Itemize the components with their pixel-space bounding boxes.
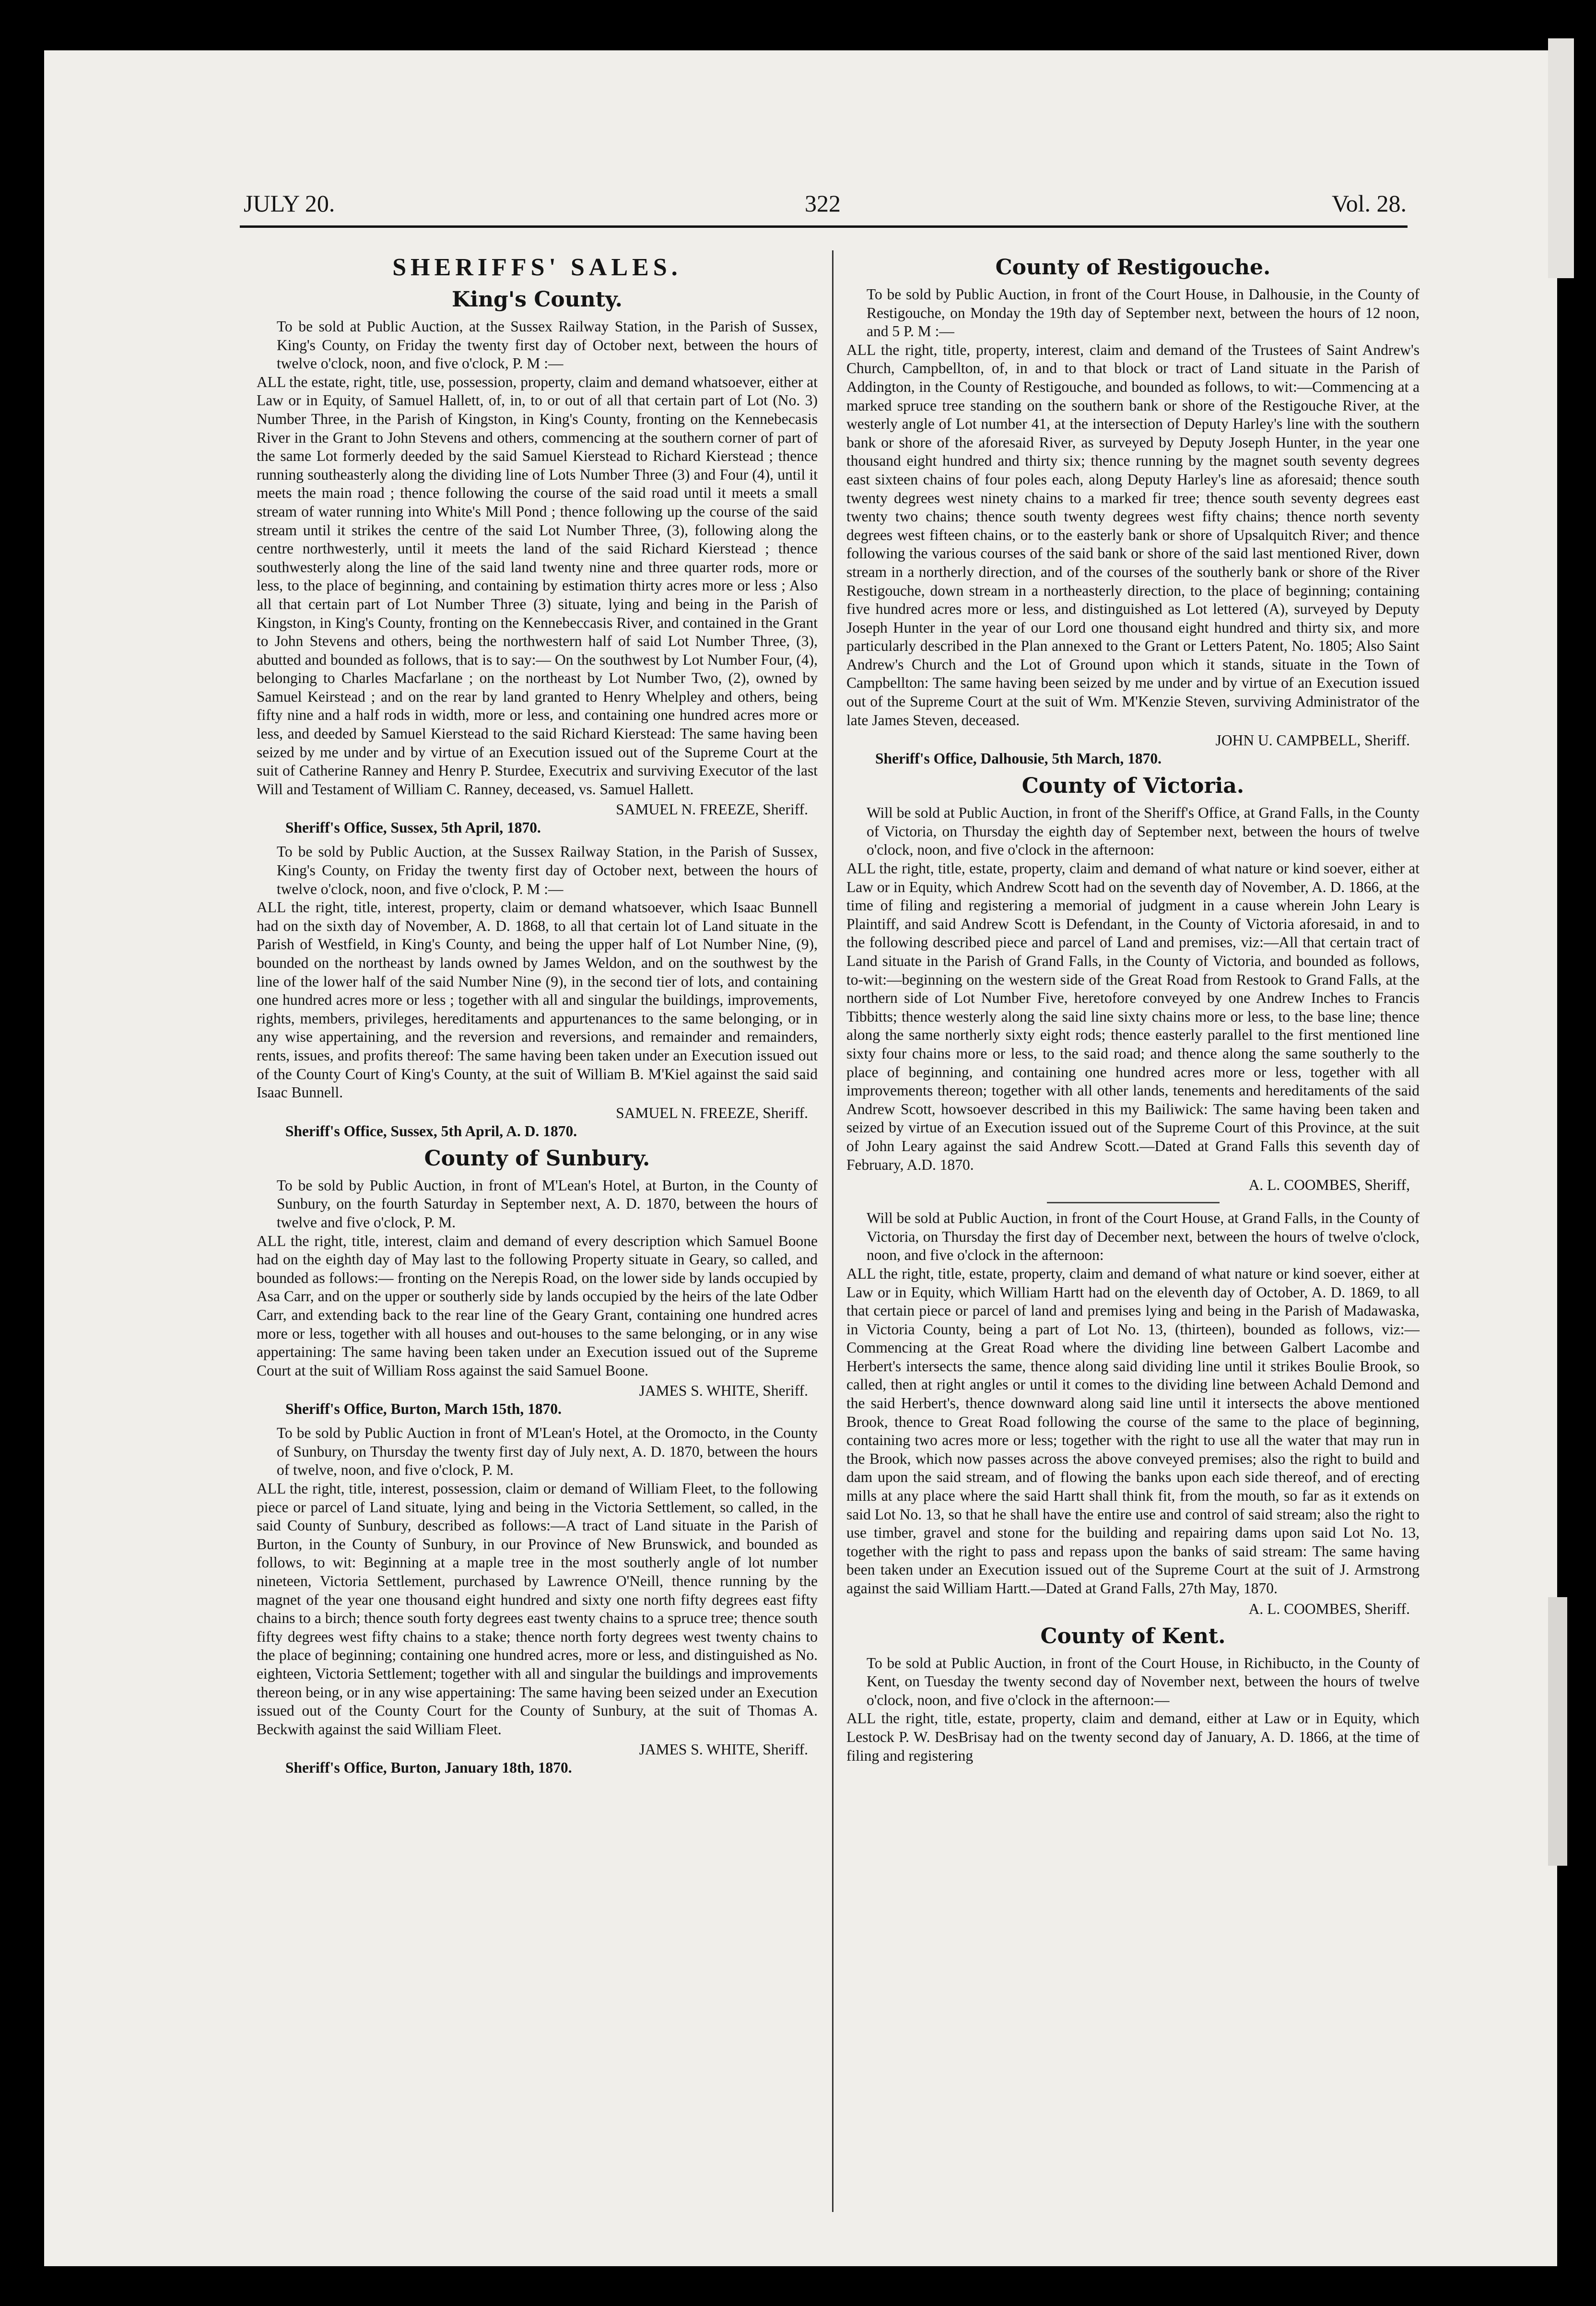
sheriff-signature: JOHN U. CAMPBELL, Sheriff. [1215, 732, 1410, 749]
header-rule [240, 225, 1408, 228]
sheriff-office-dateline: Sheriff's Office, Sussex, 5th April, 1870. [285, 819, 541, 836]
notice-intro: To be sold at Public Auction, at the Sussex Railway Station, in the Parish of Sussex, King's County, on Friday the twenty first day of October next, between the hours of twelve o'clock, noon, and five o'clock, P. M :— [277, 318, 818, 372]
right-column [846, 249, 1420, 1765]
notice-intro: To be sold by Public Auction, in front of M'Lean's Hotel, at Burton, in the County of Sunbury, on the fourth Saturday in September next, A. D. 1870, between the hours of twelve and five o'clock, P. M. [277, 1177, 818, 1231]
notice-body: ALL the right, title, estate, property, claim and demand of what nature or kind soever, either at Law or in Equity, which William Hartt had on the eleventh day of October, A. D. 1869, to all that certain piece or parcel of land and premises lying and being in the Parish of Madawaska, in Victoria County, being a part of Lot No. 13, (thirteen), bounded as follows, viz:—Commencing at the Great Road where the dividing line between Galbert Lacombe and Herbert's intersects the same, thence along said dividing line until it strikes Boulie Brook, so called, then at right angles or until it comes to the dividing line between Achald Demond and the said Herbert's, thence downward along said line until it intersects the above mentioned Brook, thence to Great Road following the course of the same to the place of beginning, containing two acres more or less; together with the right to use all the water that may run in the Brook, which now passes across the above conveyed premises; also the right to build and dam upon the said stream, and of flowing the banks upon each side thereof, and of erecting mills at any place where the said Hartt shall think fit, from the mouth, so far as it extends on said Lot No. 13, so that he shall have the entire use and control of said stream; also the right to use timber, gravel and stone for the building and repairing dams upon said Lot No. 13, together with the right to pass and repass upon the banks of said stream: The same having been taken under an Execution issued out of the Supreme Court at the suit of J. Armstrong against the said William Hartt.—Dated at Grand Falls, 27th May, 1870. [846, 1265, 1420, 1597]
sale-notice [257, 843, 818, 1102]
sheriff-signature: SAMUEL N. FREEZE, Sheriff. [616, 801, 808, 818]
column-rule [832, 250, 833, 2212]
notice-body: ALL the right, title, interest, claim and demand of every description which Samuel Boone had on the eighth day of May last to the following Property situate in Geary, so called, and bounded as follows:— fronting on the Nerepis Road, on the lower side by lands occupied by Asa Carr, and on the upper or southerly side by lands occupied by the heirs of the late Odber Carr, and extending back to the rear line of the Geary Grant, containing one hundred acres more or less, together with all houses and out-houses to the same belonging, or in any wise appertaining: The same having been taken under an Execution issued out of the Supreme Court at the suit of William Ross against the said Samuel Boone. [257, 1232, 818, 1379]
county-heading: King's County. [452, 287, 622, 312]
sheriff-signature: JAMES S. WHITE, Sheriff. [639, 1382, 808, 1400]
sheriff-signature: JAMES S. WHITE, Sheriff. [639, 1741, 808, 1758]
notice-body: ALL the estate, right, title, use, possession, property, claim and demand whatsoever, either at Law or in Equity, of Samuel Hallett, of, in, to or out of all that certain part of Lot (No. 3) Number Three, in the Parish of Kingston, in King's County, fronting on the Kennebecasis River in the Grant to John Stevens and others, commencing at the southern corner of part of the same Lot formerly deeded by the said Samuel Kierstead to Richard Kierstead ; thence running southeasterly along the dividing line of Lots Number Three (3) and Four (4), until it meets the main road ; thence following the course of the said road until it meets a small stream of water running into White's Mill Pond ; thence following up the course of the said stream until it strikes the centre of the said Lot Number Three, (3), following along the centre northwesterly, until it meets the land of the said Richard Kierstead ; thence southwesterly along the line of the said land twenty nine and three quarter rods, more or less, to the place of beginning, and containing by estimation thirty acres more or less ; Also all that certain part of Lot Number Three (3) situate, lying and being in the Parish of Kingston, in King's County, fronting on the Kennebeccasis River, and contained in the Grant to John Stevens and others, being the northwestern half of said Lot Number Three, (3), abutted and bounded as follows, that is to say:— On the southwest by Lot Number Four, (4), belonging to Charles Macfarlane ; on the northeast by Lot Number Two, (2), owned by Samuel Keirstead ; and on the rear by land granted to Henry Whelpley and others, being fifty nine and a half rods in width, more or less, and containing one hundred acres more or less, and deeded by Samuel Kierstead to the said Richard Kierstead: The same having been seized by me under and by virtue of an Execution issued out of the Supreme Court at the suit of Catherine Ranney and Henry P. Sturdee, Executrix and surviving Executor of the last Will and Testament of William C. Ranney, deceased, vs. Samuel Hallett. [257, 373, 818, 798]
page-edge-tab [1548, 1597, 1567, 1866]
sheriff-office-dateline: Sheriff's Office, Burton, March 15th, 1870. [285, 1400, 562, 1418]
sale-notice [846, 1654, 1420, 1765]
sale-notice [257, 1424, 818, 1739]
notice-intro: To be sold by Public Auction in front of M'Lean's Hotel, at the Oromocto, in the County of Sunbury, on Thursday the twenty first day of July next, A. D. 1870, between the hours of twelve, noon, and five o'clock, P. M. [277, 1424, 818, 1479]
sheriff-signature: A. L. COOMBES, Sheriff. [1248, 1600, 1410, 1617]
county-heading: County of Kent. [1040, 1624, 1226, 1648]
notice-body: ALL the right, title, interest, possession, claim or demand of William Fleet, to the following piece or parcel of Land situate, lying and being in the Victoria Settlement, so called, in the said County of Sunbury, described as follows:—A tract of Land situate in the Parish of Burton, in the County of Sunbury, in our Province of New Brunswick, and bounded as follows, to wit: Beginning at a maple tree in the most southerly angle of lot number nineteen, Victoria Settlement, purchased by Lawrence O'Neill, thence running by the magnet of the year one thousand eight hundred and sixty one north fifty degrees east fifty chains to a birch; thence south forty degrees east twenty chains to a spruce tree; thence south fifty degrees west fifty chains to a stake; thence north forty degrees west twenty chains to the place of beginning; containing one hundred acres, more or less, and distinguished as No. eighteen, Victoria Settlement; together with all and singular the buildings and improvements thereon being, or in any wise appertaining: The same having been seized under an Execution issued out of the County Court for the County of Sunbury, at the suit of Thomas A. Beckwith against the said William Fleet. [257, 1480, 818, 1738]
notice-intro: To be sold at Public Auction, in front of the Court House, in Richibucto, in the County of Kent, on Tuesday the twenty second day of November next, between the hours of twelve o'clock, noon, and five o'clock in the afternoon:— [867, 1654, 1420, 1708]
notice-body: ALL the right, title, estate, property, claim and demand, either at Law or in Equity, which Lestock P. W. DesBrisay had on the twenty second day of January, A. D. 1866, at the time of filing and registering [846, 1710, 1420, 1764]
page-number: 322 [805, 190, 841, 217]
sale-notice [257, 318, 818, 799]
notice-body: ALL the right, title, estate, property, claim and demand of what nature or kind soever, either at Law or in Equity, which Andrew Scott had on the seventh day of November, A. D. 1866, at the time of filing and registering a memorial of judgment in a cause wherein John Leary is Plaintiff, and said Andrew Scott is Defendant, in the County of Victoria aforesaid, in and to the following described piece and parcel of Land and premises, viz:—All that certain tract of Land situate in the Parish of Grand Falls, in the County of Victoria, and bounded as follows, to-wit:—beginning on the western side of the Great Road from Restook to Grand Falls, at the northern side of Lot Number Five, heretofore conveyed by one Andrew Inches to Francis Tibbitts; thence westerly along the said line sixty chains more or less, to the base line; thence along the same northerly sixty eight rods; thence easterly parallel to the first mentioned line sixty four chains more or less, to the said road; and thence along the same southerly to the place of beginning, and containing one hundred acres more or less, together with all improvements thereon; together with all other lands, tenements and hereditaments of the said Andrew Scott, howsoever described in this my Bailiwick: The same having been taken and seized by virtue of an Execution issued out of the Supreme Court of this Province, at the suit of John Leary against the said Andrew Scott.—Dated at Grand Falls this seventh day of February, A.D. 1870. [846, 860, 1420, 1173]
page-header [244, 189, 1407, 218]
sheriff-office-dateline: Sheriff's Office, Burton, January 18th, 1870. [285, 1759, 572, 1777]
issue-date: JULY 20. [244, 190, 335, 217]
volume-number: Vol. 28. [1331, 190, 1407, 217]
notice-intro: To be sold by Public Auction, at the Sussex Railway Station, in the Parish of Sussex, King's County, on Friday the twenty first day of October next, between the hours of twelve o'clock, noon, and five o'clock, P. M :— [277, 843, 818, 897]
page-edge-tab [1548, 38, 1574, 278]
sheriff-office-dateline: Sheriff's Office, Sussex, 5th April, A. D. 1870. [285, 1122, 577, 1140]
county-heading: County of Sunbury. [424, 1146, 650, 1171]
county-heading: County of Restigouche. [995, 255, 1271, 280]
notice-intro: Will be sold at Public Auction, in front of the Court House, at Grand Falls, in the County of Victoria, on Thursday the first day of December next, between the hours of twelve o'clock, noon, and five o'clock in the afternoon: [867, 1210, 1420, 1264]
sale-notice [846, 804, 1420, 1174]
sheriff-signature: SAMUEL N. FREEZE, Sheriff. [616, 1104, 808, 1121]
notice-body: ALL the right, title, interest, property, claim or demand whatsoever, which Isaac Bunnell had on the sixth day of November, A. D. 1868, to all that certain lot of Land situate in the Parish of Westfield, in King's County, and being the upper half of Lot Number Nine, (9), bounded on the northeast by lands owned by James Weldon, and on the southwest by the line of the lower half of the said Number Nine (9), in the second tier of lots, and containing one hundred acres more or less ; together with all and singular the buildings, improvements, rights, members, privileges, hereditaments and appurtenances to the same belonging, or in any wise appertaining, and the reversion and reversions, and remainder and remainders, rents, issues, and profits thereof: The same having been taken under an Execution issued out of the County Court of King's County, at the suit of William B. M'Kiel against the said said Isaac Bunnell. [257, 899, 818, 1101]
notice-separator [1047, 1202, 1220, 1203]
sheriff-signature: A. L. COOMBES, Sheriff, [1248, 1177, 1410, 1194]
county-heading: County of Victoria. [1021, 774, 1244, 799]
left-column [257, 249, 818, 1783]
notice-body: ALL the right, title, property, interest, claim and demand of the Trustees of Saint Andrew's Church, Campbellton, of, in and to that block or tract of Land situate in the Parish of Addington, in the County of Restigouche, and bounded as follows, to wit:—Commencing at a marked spruce tree standing on the southern bank or shore of the Restigouche River, at the westerly angle of Lot number 41, at the intersection of Deputy Harley's line with the southern bank or shore of the aforesaid River, as surveyed by Deputy Joseph Hunter, in the year one thousand eight hundred and thirty six; thence running by the magnet south seventy degrees east sixteen chains of four poles each, along Deputy Harley's line as aforesaid; thence south twenty degrees west ninety chains to a marked fir tree; thence south seventy degrees east twenty two chains; thence south twenty degrees west fifty chains; thence north seventy degrees west fifteen chains, or to the easterly bank or shore of Upsalquitch River; and thence following the various courses of the said bank or shore of the said last mentioned River, down stream in a northerly direction, and of the courses of the southerly bank or shore of the River Restigouche, down stream in a northeasterly direction, to the place of beginning; containing five hundred acres more or less, and distinguished as Lot lettered (A), surveyed by Deputy Joseph Hunter in the year of our Lord one thousand eight hundred and thirty six, and more particularly described in the Plan annexed to the Grant or Letters Patent, No. 1805; Also Saint Andrew's Church and the Lot of Ground upon which it stands, situate in the Town of Campbellton: The same having been seized by me under and by virtue of an Execution issued out of the Supreme Court at the suit of Wm. M'Kenzie Steven, surviving Administrator of the late James Steven, deceased. [846, 341, 1420, 729]
sale-notice [257, 1177, 818, 1380]
section-title: SHERIFFS' SALES. [392, 254, 682, 281]
sale-notice [846, 1209, 1420, 1598]
notice-intro: Will be sold at Public Auction, in front of the Sheriff's Office, at Grand Falls, in the County of Victoria, on Thursday the eighth day of September next, between the hours of twelve o'clock, noon, and five o'clock in the afternoon: [867, 804, 1420, 859]
notice-intro: To be sold by Public Auction, in front of the Court House, in Dalhousie, in the County of Restigouche, on Monday the 19th day of September next, between the hours of 12 noon, and 5 P. M :— [867, 286, 1420, 340]
sale-notice [846, 285, 1420, 729]
sheriff-office-dateline: Sheriff's Office, Dalhousie, 5th March, 1870. [875, 750, 1162, 767]
